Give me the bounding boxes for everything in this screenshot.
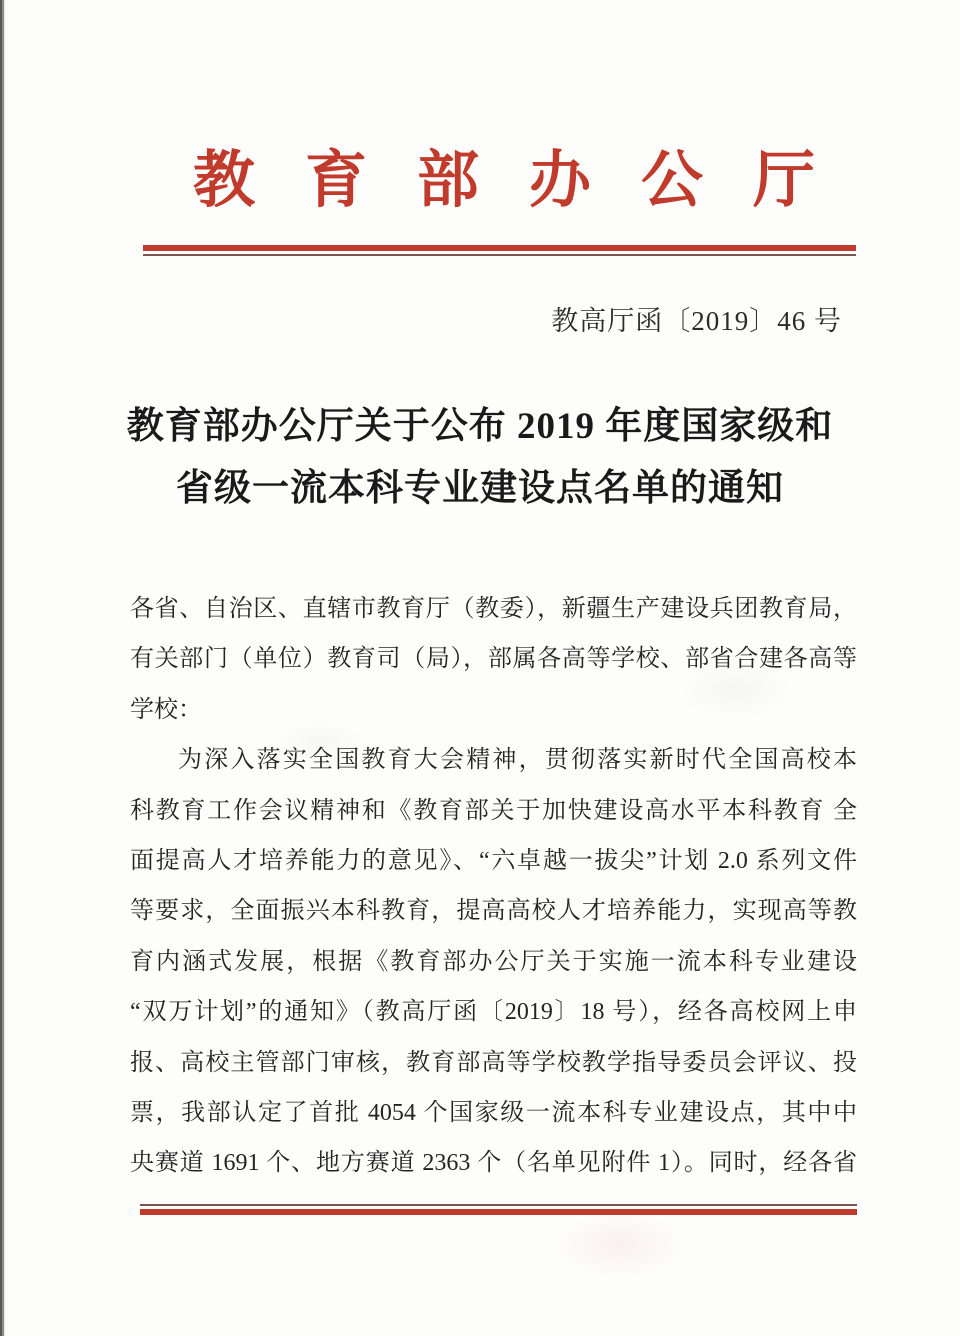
document-body	[130, 584, 857, 1189]
body-text-line: 为深入落实全国教育大会精神，贯彻落实新时代全国高校本	[178, 747, 857, 774]
body-text-line: 等要求，全面振兴本科教育，提高高校人才培养能力，实现高等教	[130, 898, 857, 925]
body-text-line: 票，我部认定了首批 4054 个国家级一流本科专业建设点，其中中	[130, 1099, 857, 1126]
letterhead-divider-thick-line	[143, 245, 856, 251]
letterhead-divider-thin-line	[143, 254, 856, 256]
salutation-line: 有关部门（单位）教育司（局），部属各高等学校、部省合建各高等	[130, 646, 857, 673]
body-text-line: 育内涵式发展，根据《教育部办公厅关于实施一流本科专业建设	[130, 948, 857, 975]
body-text-line: 面提高人才培养能力的意见》、“六卓越一拔尖”计划 2.0 系列文件	[130, 847, 857, 874]
salutation-line: 各省、自治区、直辖市教育厅（教委），新疆生产建设兵团教育局，	[130, 596, 857, 622]
document-title-line-1: 教育部办公厅关于公布 2019 年度国家级和	[126, 406, 834, 447]
page-foot-divider-thick-line	[140, 1209, 857, 1215]
scan-edge-shadow	[0, 0, 6, 1336]
body-text-line: 报、高校主管部门审核，教育部高等学校教学指导委员会评议、投	[130, 1049, 857, 1076]
body-text-line: “双万计划”的通知》（教高厅函〔2019〕18 号），经各高校网上申	[130, 999, 857, 1026]
body-text-line: 科教育工作会议精神和《教育部关于加快建设高水平本科教育 全	[130, 797, 857, 824]
document-title-line-2: 省级一流本科专业建设点名单的通知	[176, 468, 784, 509]
document-reference-number: 教高厅函〔2019〕46 号	[551, 306, 842, 336]
salutation-line: 学校：	[130, 696, 202, 723]
document-title	[0, 396, 960, 520]
body-text-line: 央赛道 1691 个、地方赛道 2363 个（名单见附件 1）。同时，经各省	[130, 1150, 857, 1177]
letterhead-agency-name: 教育部办公厅	[193, 147, 866, 215]
page-foot-divider-thin-line	[140, 1204, 857, 1206]
